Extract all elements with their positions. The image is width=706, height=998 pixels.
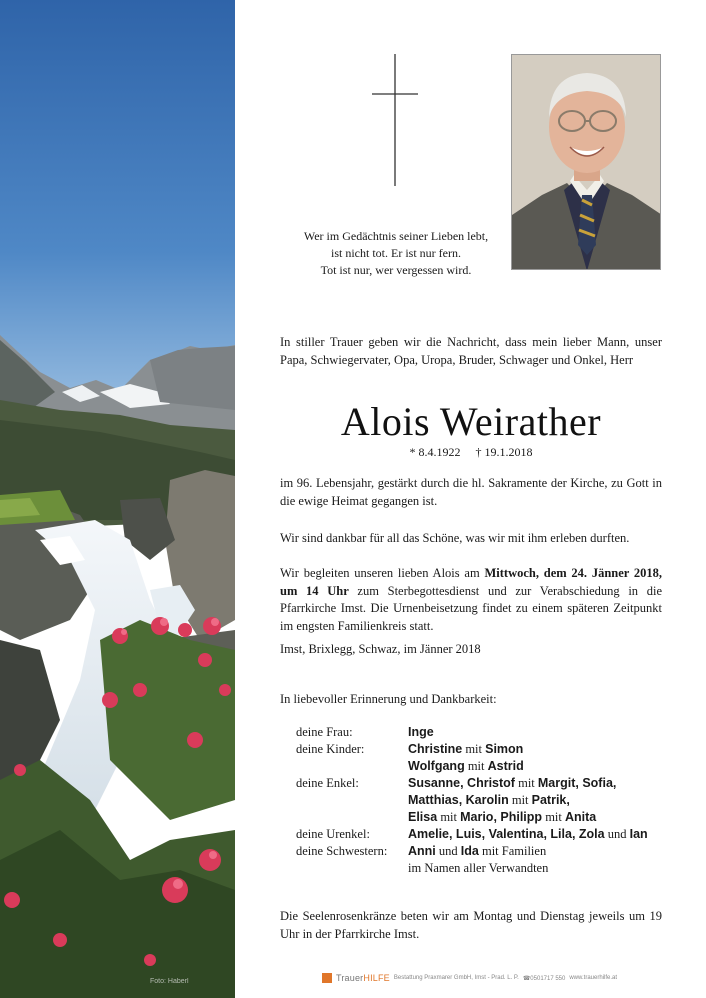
- family-connector: und: [435, 844, 461, 858]
- photo-credit: Foto: Haberl: [150, 978, 189, 985]
- family-row: [296, 724, 648, 741]
- birth-date: * 8.4.1922: [409, 445, 461, 459]
- quote-line: Tot ist nur, wer vergessen wird.: [320, 263, 472, 277]
- family-row: [296, 826, 648, 843]
- family-label: deine Urenkel:: [296, 827, 370, 841]
- family-name: Margit, Sofia,: [537, 776, 617, 790]
- family-name: Christine: [408, 742, 463, 756]
- footer-company: Bestattung Praxmarer GmbH, Imst - Prad. L. P.: [393, 975, 519, 981]
- life-dates: [280, 444, 662, 460]
- family-name: Patrik,: [531, 793, 570, 807]
- gratitude-paragraph: Wir sind dankbar für all das Schöne, was wir mit ihm erleben durften.: [280, 531, 630, 545]
- family-connector: und: [604, 827, 630, 841]
- family-label: deine Frau:: [296, 725, 353, 739]
- family-name: Anni: [408, 844, 436, 858]
- family-connector: mit: [508, 793, 532, 807]
- family-name: Ian: [629, 827, 648, 841]
- family-list: [296, 724, 648, 877]
- family-name: Astrid: [487, 759, 524, 773]
- footer-phone: ☎0501717 550: [522, 975, 566, 982]
- intro-paragraph: In stiller Trauer geben wir die Nachricht, dass mein lieber Mann, unser Papa, Schwiegervater, Opa, Uropa, Bruder, Schwager und Onkel, Herr: [280, 335, 662, 367]
- passing-paragraph: im 96. Lebensjahr, gestärkt durch die hl. Sakramente der Kirche, zu Gott in die ewige Heimat gegangen ist.: [280, 476, 662, 508]
- remembrance-line: In liebevoller Erinnerung und Dankbarkeit:: [280, 692, 497, 706]
- relatives-line: im Namen aller Verwandten: [408, 861, 549, 875]
- family-connector: mit: [464, 759, 488, 773]
- family-name: Amelie, Luis, Valentina, Lila, Zola: [408, 827, 605, 841]
- footer-website[interactable]: www.trauerhilfe.at: [569, 975, 618, 981]
- quote-line: ist nicht tot. Er ist nur fern.: [331, 246, 461, 260]
- family-connector: mit: [462, 742, 486, 756]
- family-connector: mit Familien: [478, 844, 547, 858]
- family-name: Ida: [460, 844, 479, 858]
- landscape-photo: [0, 0, 235, 998]
- quote-line: Wer im Gedächtnis seiner Lieben lebt,: [303, 229, 489, 243]
- family-row: [296, 775, 648, 792]
- portrait-photo: [511, 54, 661, 270]
- service-text-rest: zum Sterbegottesdienst und zur Verabschiedung in die Pfarrkirche Imst. Die Urnenbeisetzung findet zu einem späteren Zeitpunkt im engsten Familienkreis statt.: [280, 583, 662, 633]
- family-row: [296, 809, 648, 826]
- footer: [322, 971, 702, 985]
- family-name: Mario, Philipp: [460, 810, 543, 824]
- family-connector: mit: [514, 776, 538, 790]
- family-name: Wolfgang: [408, 759, 465, 773]
- family-name: Anita: [564, 810, 597, 824]
- place-date-line: Imst, Brixlegg, Schwaz, im Jänner 2018: [280, 642, 481, 656]
- family-label: deine Schwestern:: [296, 844, 388, 858]
- memorial-quote: [280, 228, 512, 279]
- family-name: Matthias, Karolin: [408, 793, 509, 807]
- family-row: [296, 792, 648, 809]
- family-name: Elisa: [408, 810, 438, 824]
- family-row: [296, 843, 648, 860]
- family-label: deine Kinder:: [296, 742, 365, 756]
- family-connector: mit: [542, 810, 565, 824]
- service-text: Wir begleiten unseren lieben Alois am: [280, 566, 485, 580]
- family-connector: mit: [437, 810, 461, 824]
- trauerhilfe-logo-icon: [322, 973, 332, 983]
- service-paragraph: [280, 565, 662, 635]
- family-name: Inge: [408, 725, 434, 739]
- deceased-name: Alois Weirather: [340, 399, 602, 444]
- death-date: † 19.1.2018: [475, 445, 533, 459]
- rosary-paragraph: Die Seelenrosenkränze beten wir am Montag und Dienstag jeweils um 19 Uhr in der Pfarrkirche Imst.: [280, 909, 662, 941]
- family-row: [296, 741, 648, 758]
- family-name: Susanne, Christof: [408, 776, 515, 790]
- family-row: [296, 758, 648, 775]
- trauerhilfe-logo: TrauerHILFE: [336, 973, 390, 983]
- family-label: deine Enkel:: [296, 776, 359, 790]
- service-date: Mittwoch, dem 24. Jänner 2018, um 14 Uhr: [280, 566, 662, 598]
- family-row: [296, 860, 648, 877]
- family-name: Simon: [485, 742, 524, 756]
- cross-icon: [372, 54, 418, 186]
